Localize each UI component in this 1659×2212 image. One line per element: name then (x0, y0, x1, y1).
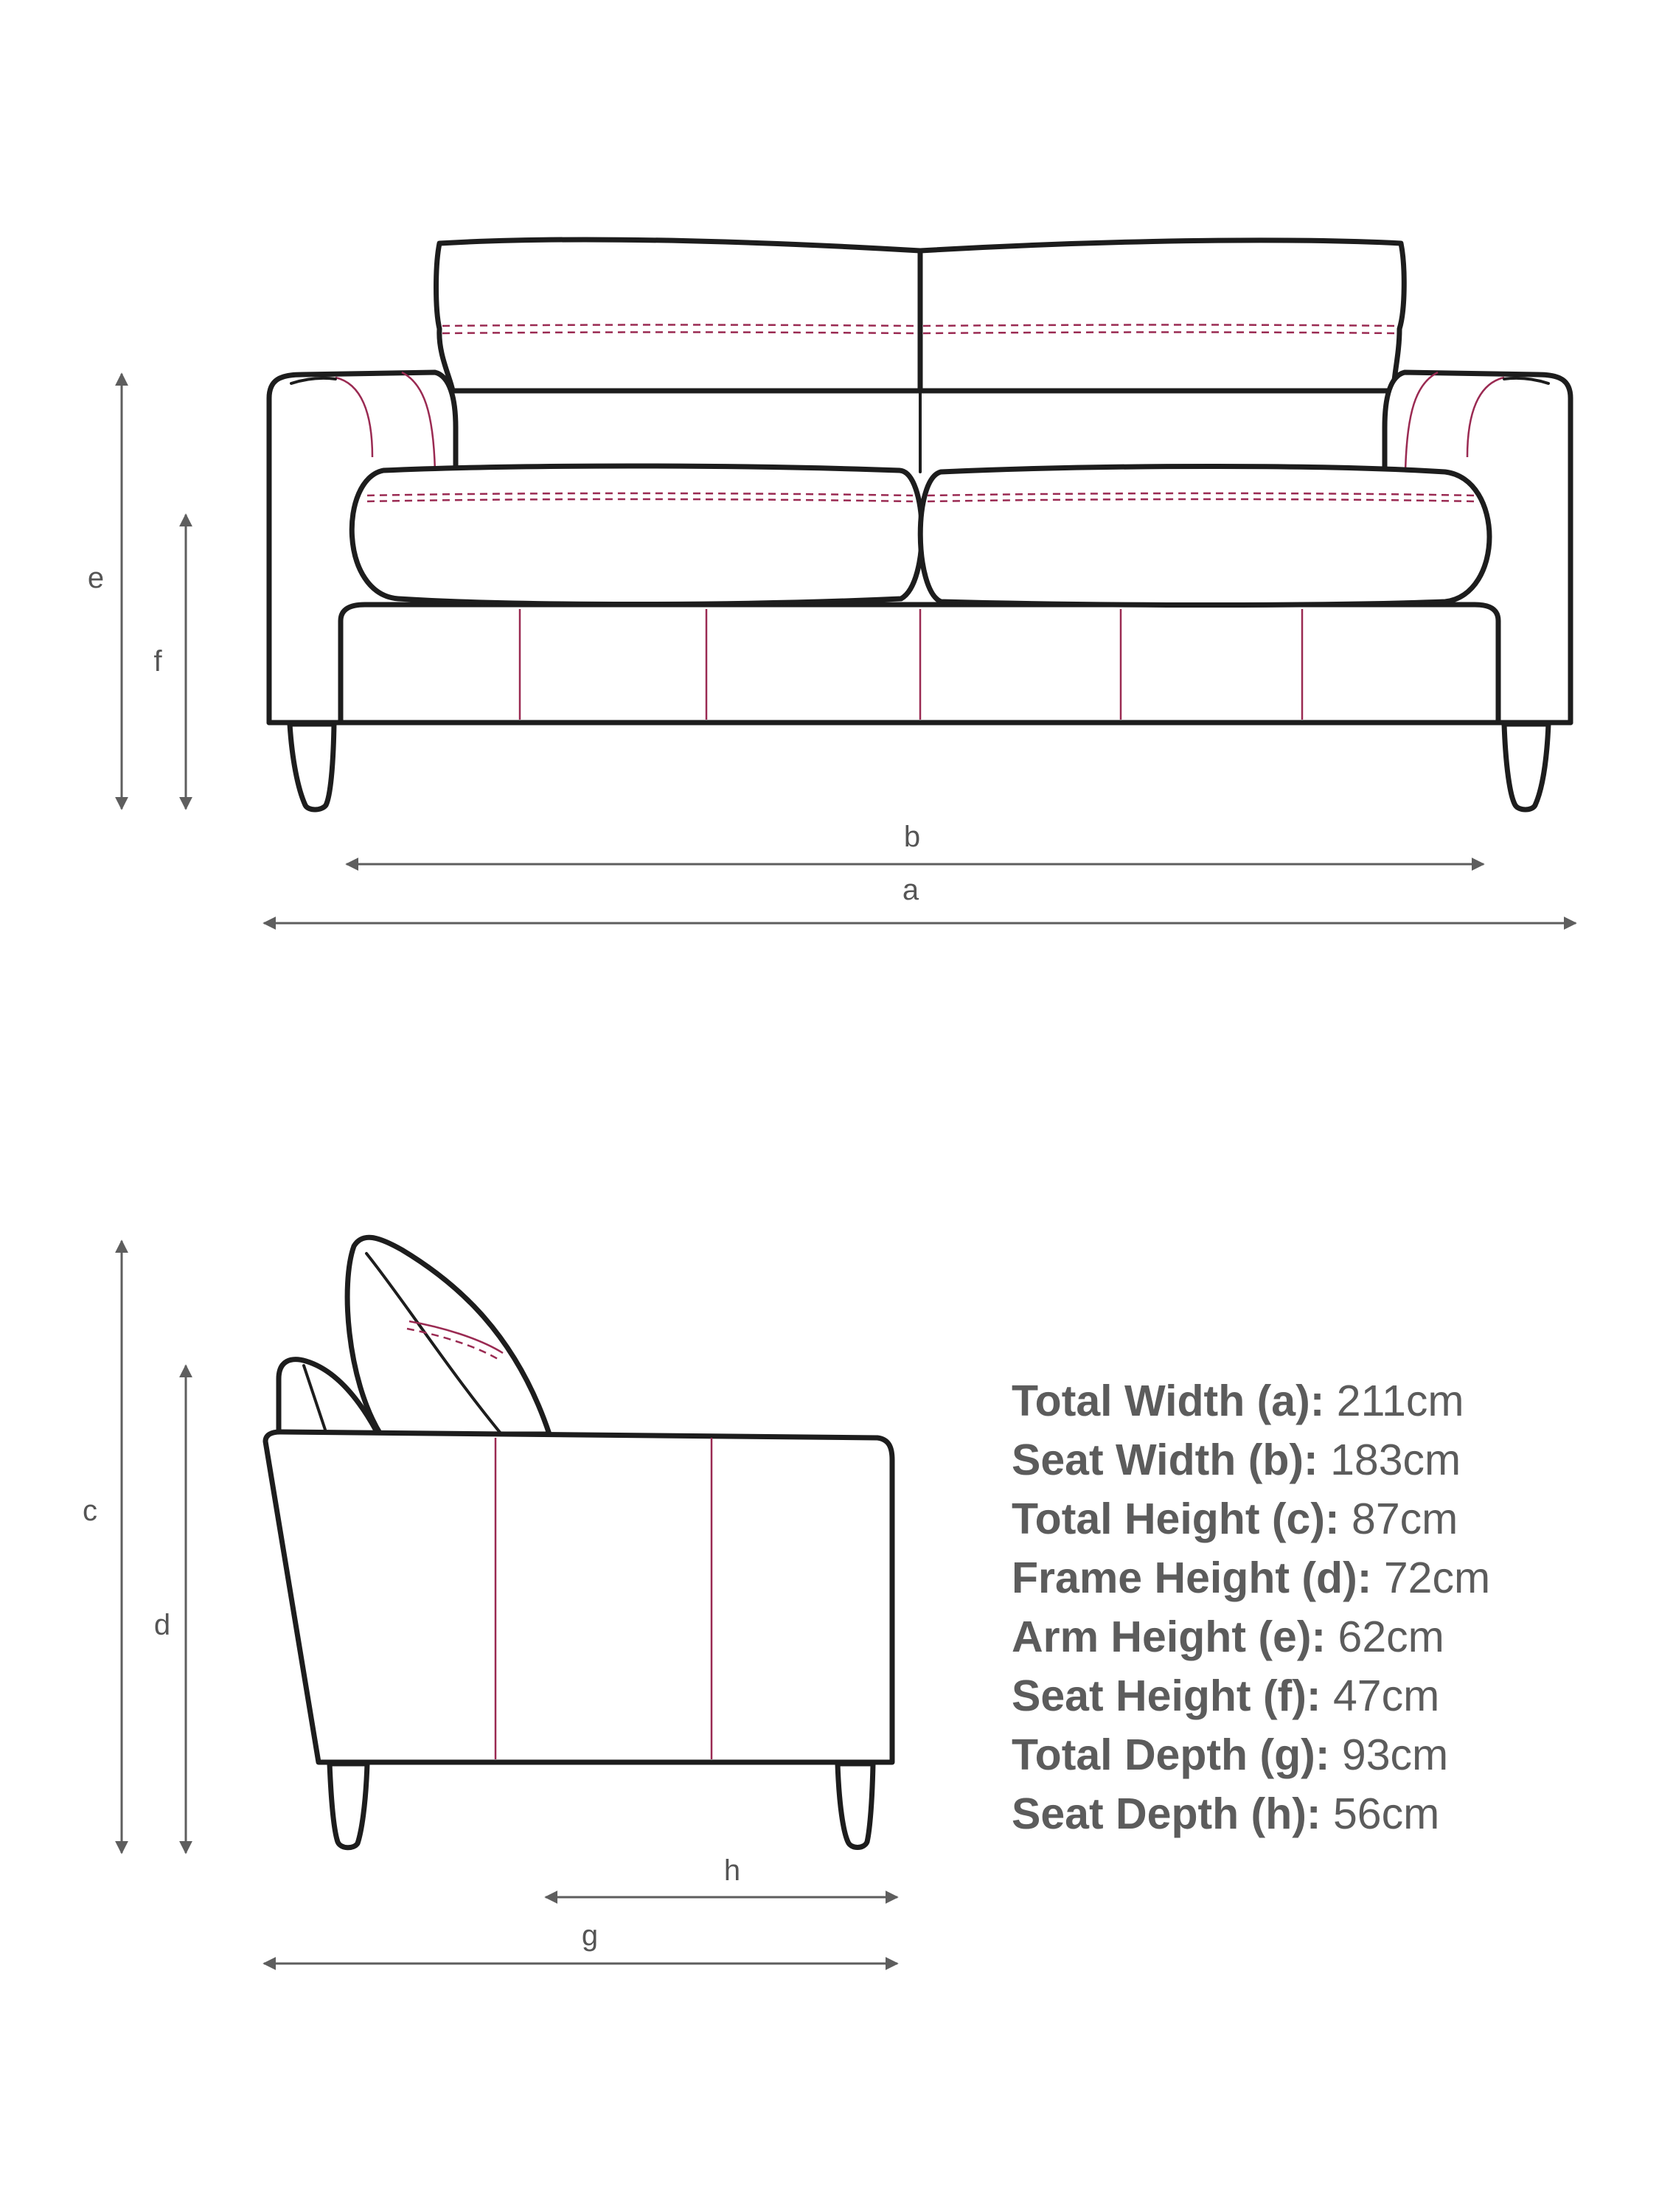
dim-letter-d: d (153, 1609, 171, 1641)
dimensions-legend (1012, 1371, 1490, 1843)
legend-value: 87cm (1352, 1495, 1458, 1543)
legend-value: 183cm (1330, 1436, 1461, 1484)
dim-letter-b: b (903, 821, 921, 853)
legend-row (1012, 1371, 1490, 1430)
dim-letter-a: a (902, 874, 919, 906)
legend-label: Total Width (a): (1012, 1377, 1325, 1425)
legend-value: 93cm (1341, 1731, 1449, 1779)
legend-value: 47cm (1332, 1672, 1440, 1720)
seat-cushion-left (352, 466, 922, 605)
legend-row (1012, 1430, 1490, 1489)
dim-letter-c: c (83, 1495, 97, 1527)
sofa-side-view (265, 1237, 892, 1848)
sofa-front-view (269, 240, 1571, 810)
legend-label: Total Height (c): (1012, 1495, 1340, 1543)
side-body (265, 1432, 892, 1762)
side-leg-front (838, 1764, 873, 1848)
legend-label: Seat Width (b): (1012, 1436, 1318, 1484)
legend-row (1012, 1784, 1490, 1843)
front-leg-right (1504, 724, 1548, 810)
legend-row (1012, 1666, 1490, 1725)
legend-label: Arm Height (e): (1012, 1613, 1326, 1661)
dim-letter-f: f (153, 645, 162, 678)
legend-label: Seat Depth (h): (1012, 1790, 1321, 1838)
front-leg-left (290, 724, 334, 810)
legend-value: 211cm (1336, 1377, 1464, 1425)
seat-cushion-right (920, 467, 1489, 605)
dim-letter-h: h (723, 1854, 741, 1887)
legend-label: Seat Height (f): (1012, 1672, 1321, 1720)
legend-value: 56cm (1332, 1790, 1440, 1838)
legend-label: Total Depth (g): (1012, 1731, 1330, 1779)
legend-label: Frame Height (d): (1012, 1554, 1372, 1602)
back-cushion-right (920, 240, 1404, 391)
back-cushion-left (437, 240, 921, 391)
dim-letter-e: e (87, 562, 105, 594)
legend-row (1012, 1489, 1490, 1548)
legend-row (1012, 1548, 1490, 1607)
legend-value: 62cm (1338, 1613, 1444, 1661)
legend-value: 72cm (1383, 1554, 1491, 1602)
legend-row (1012, 1607, 1490, 1666)
legend-row (1012, 1725, 1490, 1784)
dim-letter-g: g (581, 1919, 599, 1952)
side-leg-back (330, 1764, 367, 1848)
